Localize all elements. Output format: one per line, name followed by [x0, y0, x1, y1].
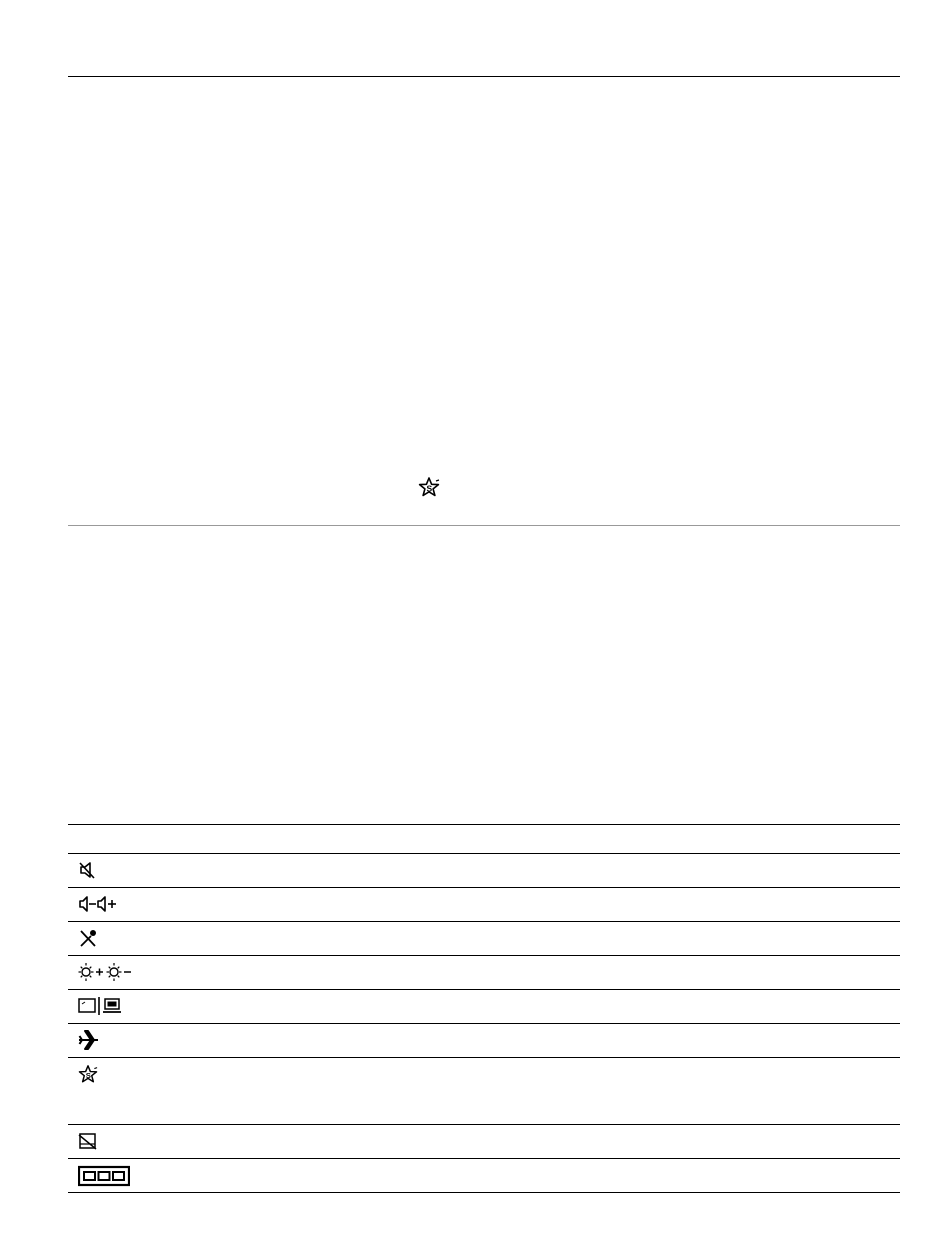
description-cell — [316, 922, 900, 956]
key-cell — [68, 888, 316, 922]
table-row — [68, 956, 900, 990]
fn-lock-star-s-icon — [418, 476, 440, 498]
microphone-mute-icon — [78, 928, 98, 948]
table-row — [68, 1125, 900, 1159]
function-key-table — [68, 824, 900, 1193]
key-cell — [68, 990, 316, 1024]
section-divider — [68, 525, 900, 526]
header-rule — [68, 76, 900, 77]
brightness-up-down-icon — [78, 962, 140, 982]
key-cell — [68, 1058, 316, 1125]
table-row — [68, 1058, 900, 1125]
table-header-row — [68, 825, 900, 854]
svg-text:S: S — [85, 1070, 91, 1080]
key-cell — [68, 1024, 316, 1058]
key-cell — [68, 1125, 316, 1159]
description-cell — [316, 854, 900, 888]
description-cell — [316, 888, 900, 922]
airplane-mode-icon — [78, 1030, 100, 1050]
table-row — [68, 922, 900, 956]
touchpad-disable-icon — [78, 1131, 98, 1151]
fn-lock-star-s-icon — [78, 1064, 98, 1084]
table-row — [68, 1024, 900, 1058]
description-cell — [316, 990, 900, 1024]
key-cell — [68, 854, 316, 888]
description-cell — [316, 1058, 900, 1125]
column-header-description — [316, 825, 900, 854]
svg-text:S: S — [426, 483, 433, 494]
key-cell — [68, 1159, 316, 1193]
keyboard-backlight-icon — [78, 1165, 130, 1187]
table-row — [68, 888, 900, 922]
table-row — [68, 990, 900, 1024]
speaker-mute-icon — [78, 860, 98, 880]
key-cell — [68, 922, 316, 956]
description-cell — [316, 1024, 900, 1058]
display-switch-icon — [78, 996, 124, 1016]
description-cell — [316, 1125, 900, 1159]
volume-down-up-icon — [78, 894, 134, 914]
key-cell — [68, 956, 316, 990]
column-header-key — [68, 825, 316, 854]
description-cell — [316, 1159, 900, 1193]
table-row — [68, 854, 900, 888]
table-row — [68, 1159, 900, 1193]
description-cell — [316, 956, 900, 990]
